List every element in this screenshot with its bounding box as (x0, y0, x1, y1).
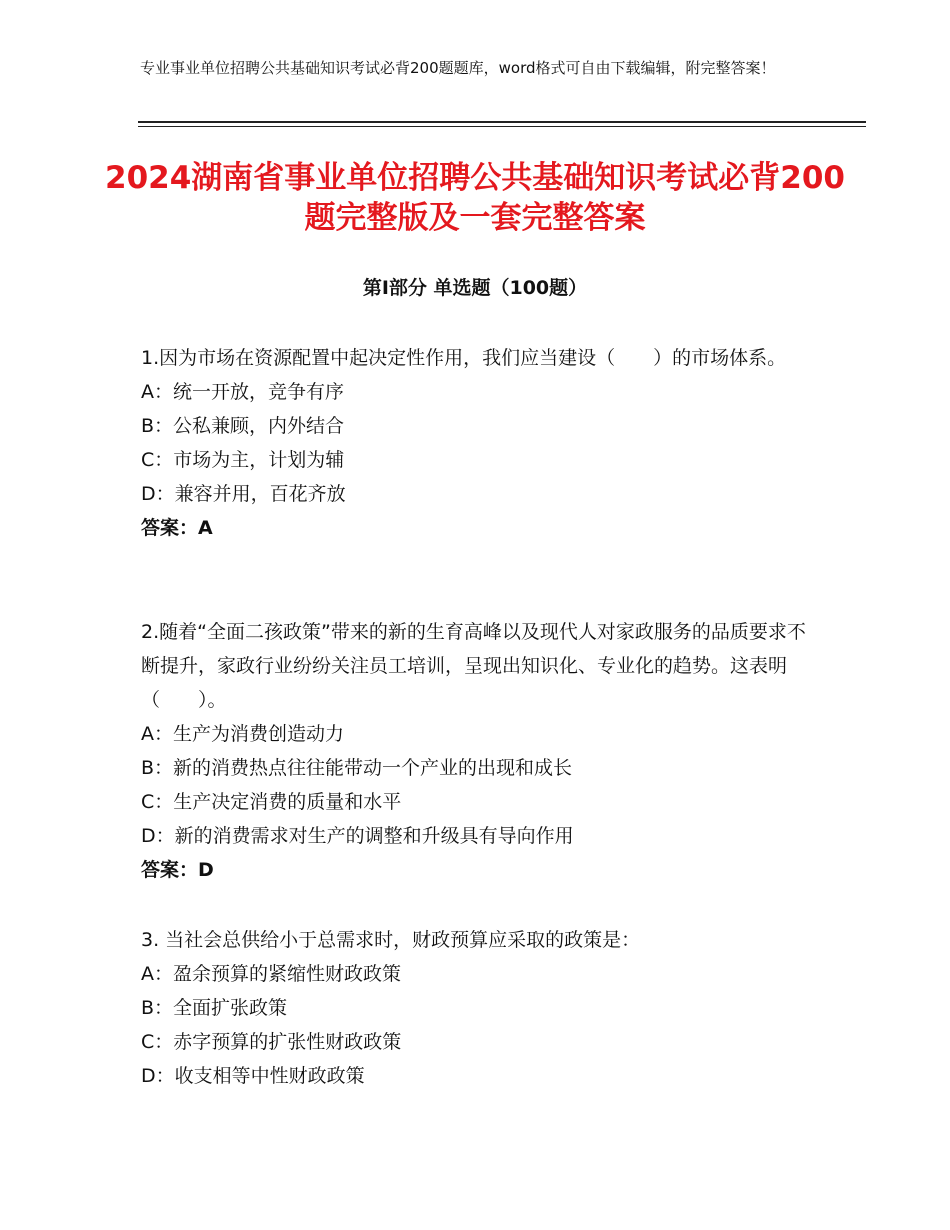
option-b: B：新的消费热点往往能带动一个产业的出现和成长 (141, 757, 573, 779)
option-d: D：收支相等中性财政政策 (141, 1065, 365, 1087)
question-stem: 1.因为市场在资源配置中起决定性作用，我们应当建设（ ）的市场体系。 (141, 347, 787, 369)
question-stem: 3. 当社会总供给小于总需求时，财政预算应采取的政策是： (141, 929, 641, 951)
section-title: 第Ⅰ部分 单选题（100题） (362, 277, 588, 299)
option-d: D：兼容并用，百花齐放 (141, 483, 346, 505)
document-title: 2024湖南省事业单位招聘公共基础知识考试必背200题完整版及一套完整答案 (105, 160, 845, 236)
option-c: C：生产决定消费的质量和水平 (141, 791, 402, 813)
option-c: C：赤字预算的扩张性财政政策 (141, 1031, 402, 1053)
question-3 (141, 923, 821, 1093)
answer-label: 答案：D (141, 859, 214, 881)
header-rule-thin (138, 126, 866, 127)
option-a: A：生产为消费创造动力 (141, 723, 344, 745)
option-a: A：盈余预算的紧缩性财政政策 (141, 963, 401, 985)
option-a: A：统一开放，竞争有序 (141, 381, 344, 403)
header-note: 专业事业单位招聘公共基础知识考试必背200题题库，word格式可自由下载编辑，附完整答案！ (140, 59, 776, 77)
option-c: C：市场为主，计划为辅 (141, 449, 345, 471)
option-b: B：公私兼顾，内外结合 (141, 415, 345, 437)
option-d: D：新的消费需求对生产的调整和升级具有导向作用 (141, 825, 574, 847)
question-2 (141, 615, 821, 887)
question-1 (141, 341, 821, 545)
header-rule-thick (138, 121, 866, 123)
answer-label: 答案：A (141, 517, 213, 539)
option-b: B：全面扩张政策 (141, 997, 288, 1019)
question-stem: 2.随着“全面二孩政策”带来的新的生育高峰以及现代人对家政服务的品质要求不断提升，家政行业纷纷关注员工培训，呈现出知识化、专业化的趋势。这表明（ ）。 (141, 621, 806, 711)
